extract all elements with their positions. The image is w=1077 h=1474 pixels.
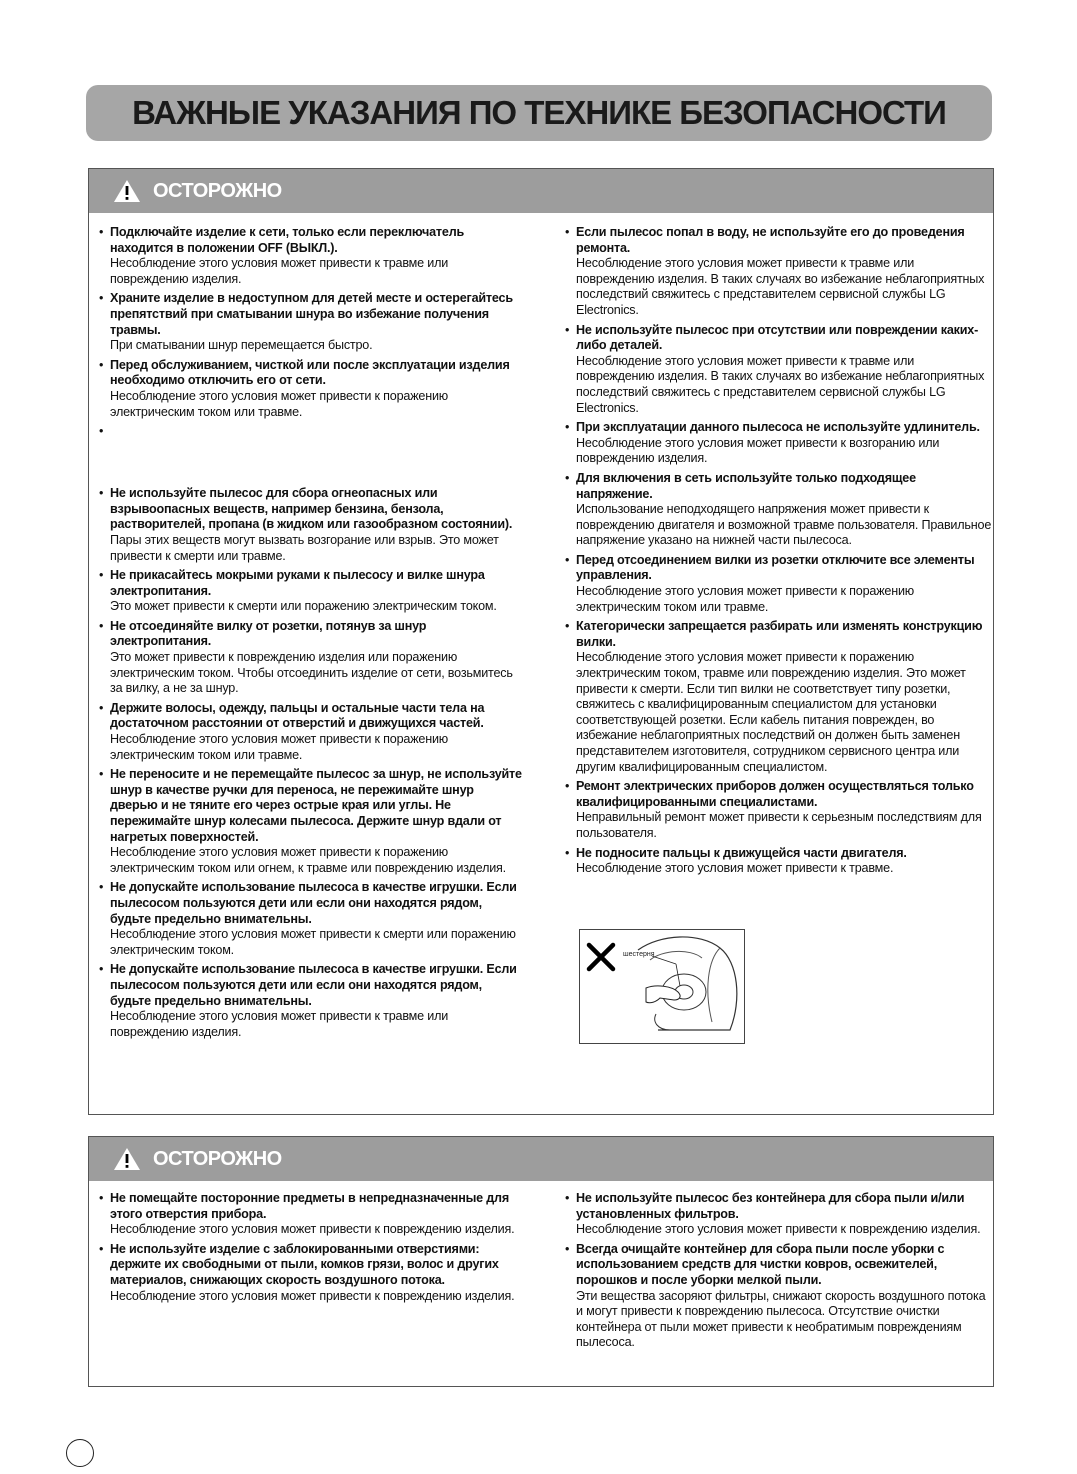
list-item: • Не отсоединяйте вилку от розетки, потянув за шнур электропитания. Это может привести к повреждению изделия или поражению электрическим током. Чтобы отсоединить изделие от сети, возьмитесь за вилку, а не за шнур. (99, 618, 513, 696)
list-item: • Не помещайте посторонние предметы в непредназначенные для этого отверстия прибора. Несоблюдение этого условия может привести к повреждению изделия. (99, 1191, 515, 1237)
list-item: • Не допускайте использование пылесоса в качестве игрушки. Если пылесосом пользуются дети или если они находятся рядом, будьте предельно внимательны. Несоблюдение этого условия может привести к травме или повреждению изделия. (99, 962, 517, 1039)
list-item: • Перед отсоединением вилки из розетки отключите все элементы управления. Несоблюдение этого условия может привести к поражению электрическим током или травме. (565, 552, 975, 614)
warning-triangle-icon (113, 179, 141, 203)
list-item: • Если пылесос попал в воду, не используйте его до проведения ремонта. Несоблюдение этого условия может привести к травме или повреждению изделия. В таких случаях во избежание неблагоприятных последствий свяжитесь с представителем сервисной службы LG Electronics. (565, 225, 985, 317)
list-item: • Не переносите и не перемещайте пылесос за шнур, не используйте шнур в качестве ручки для переноса, не пережимайте шнур дверью и не тяните его через острые края или углы. Не пережимайте шнур колесами пылесоса. Держите шнур вдали от нагретых поверхностей. Несоблюдение этого условия может привести к поражению электрическим током или огнем, к травме или повреждению изделия. (99, 767, 522, 875)
list-item: • Подключайте изделие к сети, только если переключатель находится в положении OFF (ВЫКЛ.). Несоблюдение этого условия может привести к травме или повреждению изделия. (99, 225, 465, 286)
page-title-bar (86, 85, 992, 141)
figure-label: шестерня (623, 951, 655, 958)
right-column (565, 225, 993, 881)
list-item: • Храните изделие в недоступном для детей месте и остерегайтесь препятствий при сматывании шнура во избежание получения травмы. При сматывании шнур перемещается быстро. (99, 291, 513, 353)
gear-warning-figure (579, 929, 745, 1044)
list-item: • Не используйте пылесос без контейнера для сбора пыли и/или установленных фильтров. Несоблюдение этого условия может привести к повреждению изделия. (565, 1191, 981, 1237)
prohibited-x-icon (586, 942, 616, 972)
list-item: • При эксплуатации данного пылесоса не используйте удлинитель. Несоблюдение этого условия может привести к возгоранию или повреждению изделия. (565, 420, 980, 466)
list-item: • Держите волосы, одежду, пальцы и остальные части тела на достаточном расстоянии от отверстий и движущихся частей. Несоблюдение этого условия может привести к поражению электрическим током или травме. (99, 700, 485, 762)
warning-triangle-icon (113, 1147, 141, 1171)
list-item: • Не используйте пылесос при отсутствии или повреждении каких-либо деталей. Несоблюдение этого условия может привести к травме или повреждению изделия. В таких случаях во избежание неблагоприятных последствий свяжитесь с представителем сервисной службы LG Electronics. (565, 322, 985, 415)
right-column (565, 1191, 993, 1355)
list-item: • Для включения в сеть используйте только подходящее напряжение. Использование неподходящего напряжения может привести к повреждению двигателя и возможной травме пользователя. Правильное напряжение указано на нижней части пылесоса. (565, 470, 992, 548)
list-item-empty: • (99, 424, 104, 439)
section-heading: ОСТОРОЖНО (153, 1147, 282, 1170)
list-item: • Категорически запрещается разбирать или изменять конструкцию вилки. Несоблюдение этого условия может привести к поражению электрическим током, травме или повреждению изделия. Это может привести к смерти. Если тип вилки не соответствует типу розетки, свяжитесь с квалифицированным специалистом для установки соответствующей розетки. Если кабель питания поврежден, во избежание неблагоприятных последствий он должен быть заменен представителем изготовителя, сотрудником сервисного центра или другим квалифицированным специалистом. (565, 619, 983, 774)
section-heading: ОСТОРОЖНО (153, 179, 282, 202)
page-number-circle (66, 1439, 94, 1467)
list-item: • Ремонт электрических приборов должен осуществляться только квалифицированными специалистами. Неправильный ремонт может привести к серьезным последствиям для пользователя. (565, 779, 982, 840)
list-item: • Не прикасайтесь мокрыми руками к пылесосу и вилке шнура электропитания. Это может привести к смерти или поражению электрическим током. (99, 568, 497, 614)
list-item: • Всегда очищайте контейнер для сбора пыли после уборки с использованием средств для чистки ковров, освежителей, порошков и после уборки мелкой пыли. Эти вещества засоряют фильтры, снижают скорость воздушного потока и могут привести к повреждению пылесоса. Отсутствие очистки контейнера от пыли может привести к необратимым повреждениям пылесоса. (565, 1241, 986, 1350)
section-header (89, 169, 993, 213)
list-item: • Не используйте пылесос для сбора огнеопасных или взрывоопасных веществ, например бензина, бензола, растворителей, пропана (в жидком или газообразном состоянии). Пары этих веществ могут вызвать возгорание или взрыв. Это может привести к смерти или травме. (99, 486, 513, 563)
section-header (89, 1137, 993, 1181)
list-item: • Перед обслуживанием, чисткой или после эксплуатации изделия необходимо отключить его от сети. Несоблюдение этого условия может привести к поражению электрическим током или травме. (99, 357, 510, 419)
caution-section-1 (88, 168, 994, 1115)
left-column (99, 225, 524, 1044)
list-item: • Не допускайте использование пылесоса в качестве игрушки. Если пылесосом пользуются дети или если они находятся рядом, будьте предельно внимательны. Несоблюдение этого условия может привести к смерти или поражению электрическим током. (99, 880, 517, 957)
list-item: • Не используйте изделие с заблокированными отверстиями: держите их свободными от пыли, комков грязи, волос и других материалов, снижающих скорость воздушного потока. Несоблюдение этого условия может привести к повреждению изделия. (99, 1241, 515, 1303)
left-column (99, 1191, 524, 1308)
caution-section-2 (88, 1136, 994, 1387)
page-title: ВАЖНЫЕ УКАЗАНИЯ ПО ТЕХНИКЕ БЕЗОПАСНОСТИ (132, 94, 946, 131)
list-item: • Не подносите пальцы к движущейся части двигателя. Несоблюдение этого условия может привести к травме. (565, 845, 907, 876)
